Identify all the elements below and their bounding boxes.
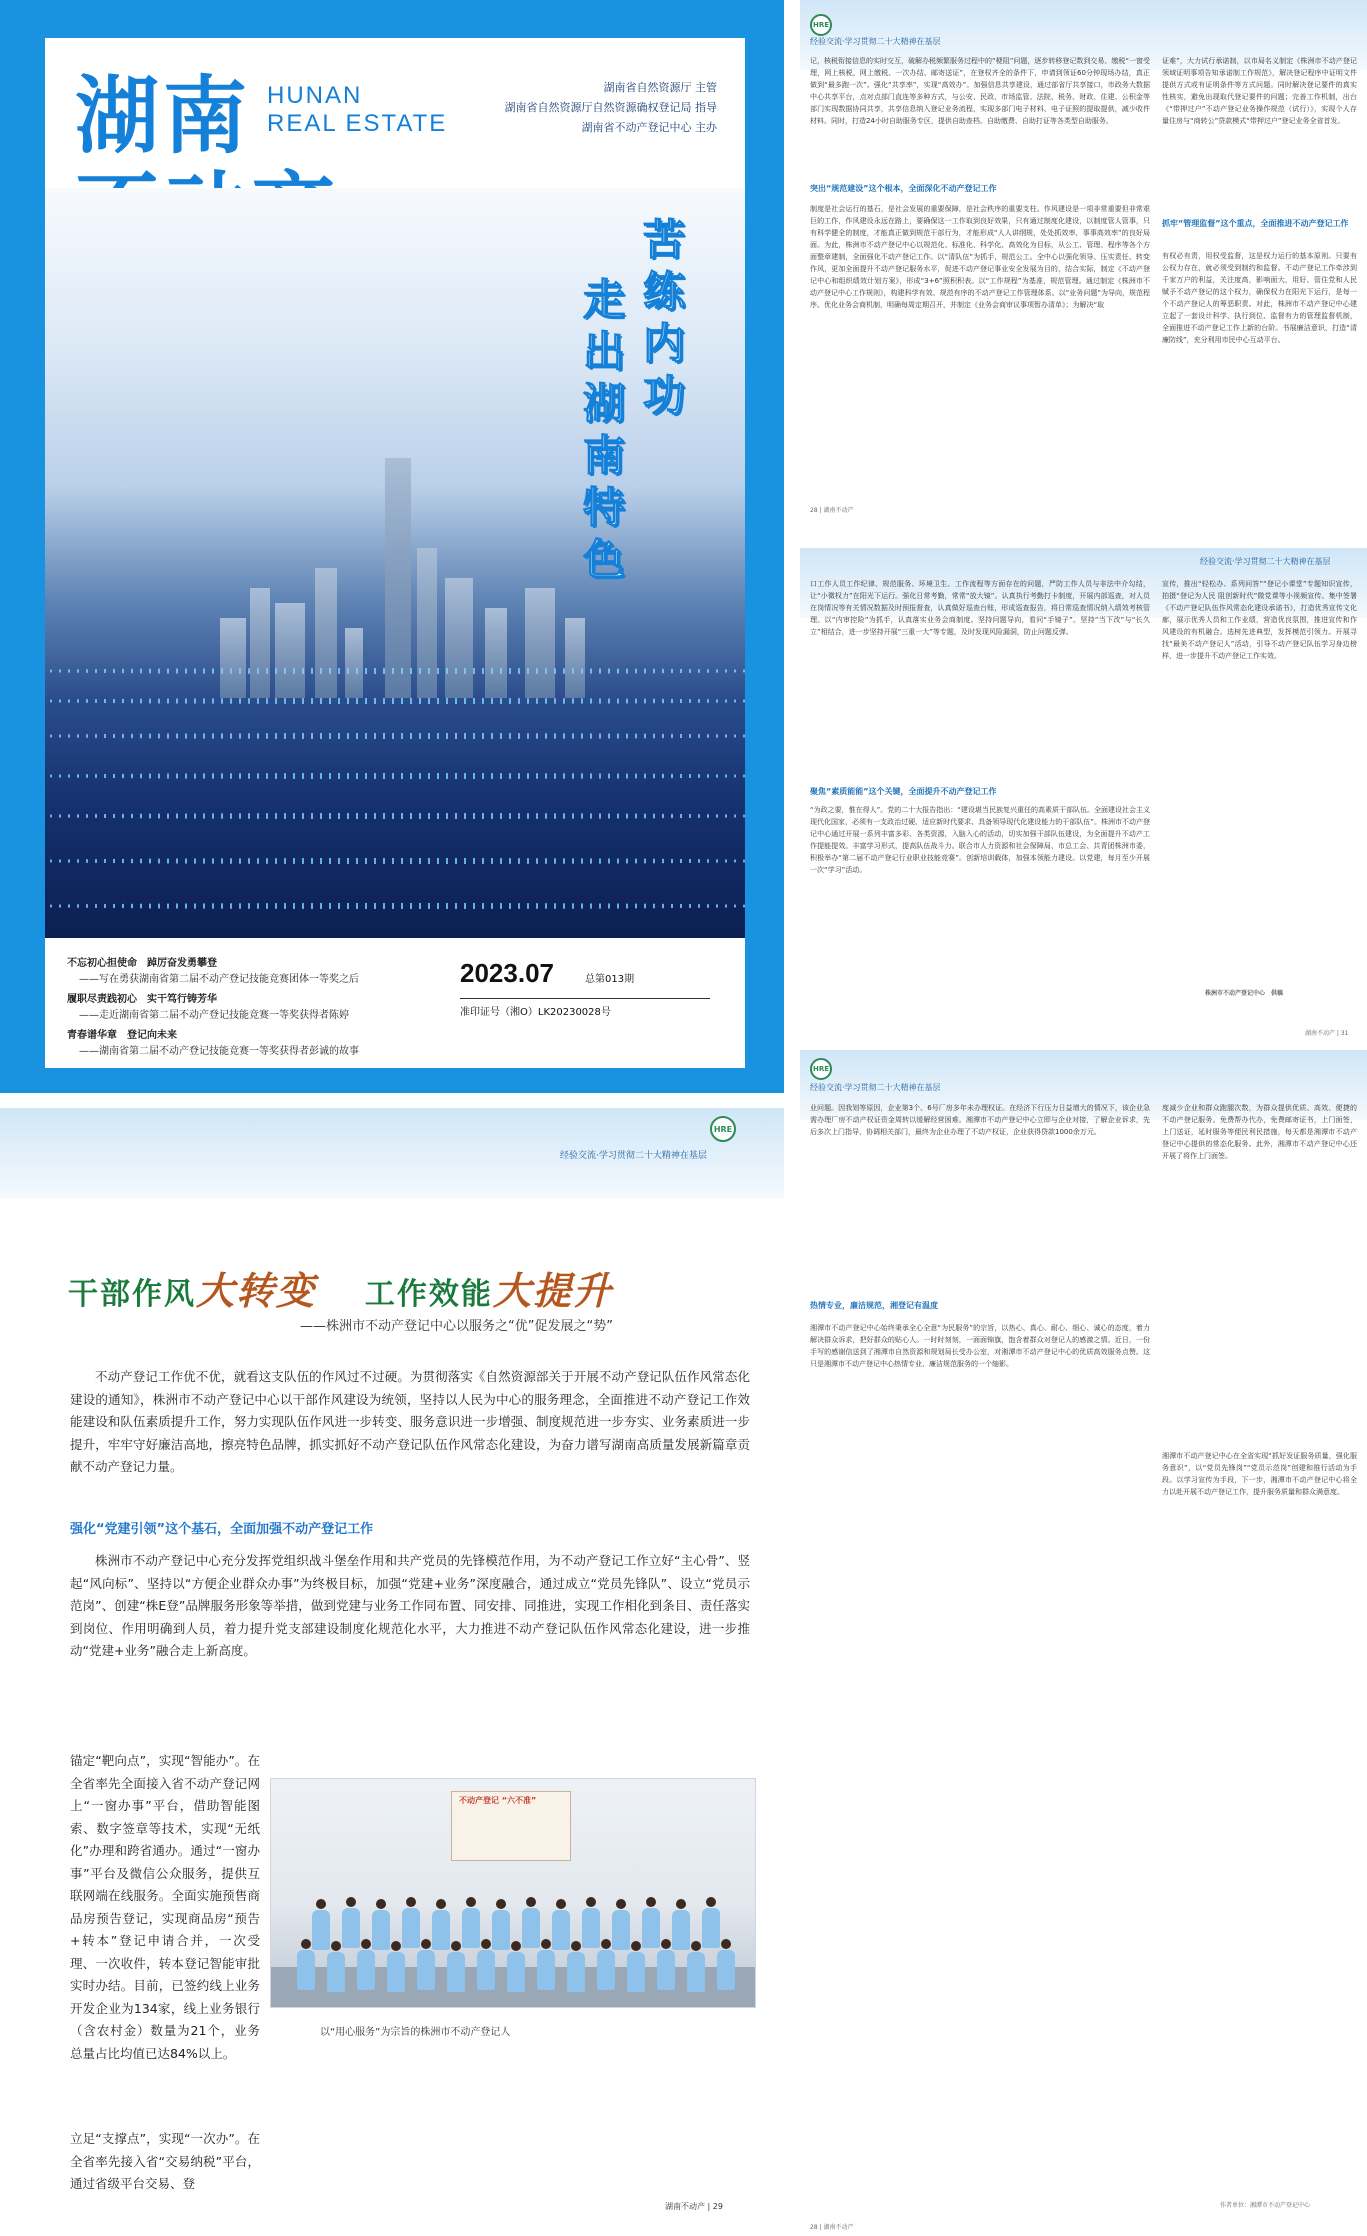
page-number: 湖南不动产 | 29 xyxy=(665,2202,723,2211)
cover-issue: 总第013期 xyxy=(585,974,635,985)
hre-logo-icon: HRE xyxy=(810,1058,832,1080)
article-body-column: 锚定“靶向点”，实现“智能办”。在全省率先全面接入省不动产登记网上“一窗办事”平台，借助智能图索、数字签章等技术，实现“无纸化”办理和跨省通办。通过“一窗办事”平台及微信公众服务，提供互联网端在线服务。全面实施预售商品房预告登记，实现商品房“预告+转本”登记申请合并，一次受理、一次收件，转本登记智能审批实时办结。目前，已签约线上业务开发企业为134家，线上业务银行（含农村金）数量为21个，业务总量占比均值已达84%以上。 xyxy=(70,1753,260,2061)
article-title: 干部作风大转变 工作效能大提升 xyxy=(68,1268,613,1313)
section-heading: 强化“党建引领”这个基石，全面加强不动产登记工作 xyxy=(70,1522,374,1537)
article-body-column-2: 立足“支撑点”，实现“一次办”。在全省率先接入省“交易纳税”平台，通过省级平台交易、登 xyxy=(70,2131,260,2191)
cover-registration: 准印证号（湘O）LK20230028号 xyxy=(460,998,710,1018)
cover-organizations: 湖南省自然资源厅 主管 湖南省自然资源厅自然资源确权登记局 指导 湖南省不动产登记中心 主办 xyxy=(504,81,717,134)
cover-inner: 湖南 HUNAN REAL ESTATE 湖南省自然资源厅 主管 湖南省自然资源厅自然资源确权登记局 指导 湖南省不动产登记中心 主办 走 出 湖 南 特 色 苦 练 内 功 不忘初心担使命 踔厉奋发勇攀登 ——写在勇获湖南省第二届不动产登记技能竞赛团体一等奖之后 履职尽责践初心 实干笃行铸芳华 ——走近湖南省第二届不动产登记技能竞赛一等奖获得者陈婷 青春谱华章 登记向未来 ——湖南省第二届不动产登记技能竞赛一等奖获得者彭诚的故事 2023.07 总第013期 准印证号（湘O）LK20230028号 xyxy=(45,38,745,1068)
cover-title-english: HUNAN REAL ESTATE xyxy=(267,82,448,137)
page-top-right: HRE 经验交流·学习贯彻二十大精神在基层 记，核税衔接信息的实时交互，破解办税频繁服务过程中的“梗阻”问题，逐步转移登记数到交易、缴税“一窗受理，网上核税，网上缴税、一次办结、邮寄送证”，在登权齐全的条件下，申请到领证60分钟现场办结，真正做到“最多跑一次”。强化“共享率”，实现“高效办”。加强信息共享建设，通过部省厅共享接口，市政务大数据中心共享平台，点对点部门直连等多种方式，与公安、民政、市场监管、法院、税务、财政、住建、公积金等部门实现数据协同共享，共享信息纳入登记业务流程，实现多部门电子材料、电子证照的提取提供，减少收件材料。同时，打造24小时自助服务专区，提供自助查档、自助缴费、自助打证等各类型自助服务。 突出“规范建设”这个根本，全面深化不动产登记工作 制度是社会运行的基石，是社会发展的重要保障，是社会秩序的重要支柱。作风建设是一项非常重要但非常艰巨的工作，作风建设永远在路上，要确保这一工作取到良好效果，只有通过制度化建设，以制度管人管事，只有科学健全的制度，才能真正做到规范干部行为，才能形成“人人讲纲规，处处抓效率，事事高效率”的良好局面。为此，株洲市不动产登记中心以规范化、标准化、科学化、高效化为目标，从公工、管理、程序等各个方面整章建制，全面强化不动产登记工作。以“清队伍”为抓手，规范公工。全中心以强化领导、压实责任、转变作风，更加全面提升不动产登记服务水平，促进不动产登记事业安全发展为目的，结合实际，制定《不动产登记中心和组织绩效计划方案》，形成“3+6”照积积表。以“工作规程”为基准，规范管理。通过制定《株洲市不动产登记中心工作规则》，构建科学有效、规范有序的不动产登记工作管理体系。以“业务问题”为导向，规范程序。优化业务会商机制，明确每周定期召开，并制定《业务会商审议事项暂办清单》；为解决“取 证难”，大力试行承诺制，以市局名义制定《株洲市不动产登记领域证明事项告知承诺制工作规范》，解决登记程序中证明文件提供方式或有证明条件等方式问题。同时解决登记要件的真实性核实，避免出现取代登记要件的问题；完善工作机制，出台《“带押过户”不动产登记业务操作规范（试行）》，实现个人存量住房与“商转公”贷款模式“带押过户”登记业务全省首发。 抓牢“管理监督”这个重点，全面推进不动产登记工作 有权必有责，用权受监督，这是权力运行的基本原则。只要有公权力存在，就必须受到制约和监督。不动产登记工作牵涉到千家万户的利益，关注度高，影响面大，用好、管住党和人民赋予不动产登记的这个权力，确保权力在阳光下运行，是每一个不动产登记人的筹恶职责。对此，株洲市不动产登记中心建立起了一套设计科学、执行到位、监督有力的管理监督机制，全面推进不动产登记工作上新的台阶。书展廉洁意识，打造“清廉防线”，充分利用市民中心互动平台。 28 | 湖南不动产 xyxy=(800,0,1367,540)
hre-logo-icon: HRE xyxy=(810,14,832,36)
page-bottom-right: HRE 经验交流·学习贯彻二十大精神在基层 业问题。因我划等原因，企业第3个、6号厂房多年未办理权证。在经济下行压力日益增大的情况下，该企业急需办理厂房不动产权证资金周转以缓解经营困难。湘潭市不动产登记中心立即与企业对接，了解企业诉求，先后多次上门指导，协调相关部门，最终为企业办理了不动产权证，企业获得贷款1000余万元。 热情专业，廉洁规范，湘登记有温度 湘潭市不动产登记中心始终秉承全心全意“为民服务”的宗旨，以热心、真心、耐心、细心、诚心的态度，着力解决群众诉求，把好群众的贴心人。一时时刻刻，一面面锦旗，饱含着群众对登记人的感激之情。近日，一份手写的感谢信送到了湘潭市自然资源和规划局长受办公室，对湘潭市不动产登记中心的优质高效服务点赞。这只是湘潭市不动产登记中心热情专业、廉洁规范服务的一个缩影。 度减少企业和群众跑腿次数，为群众提供优质、高效、便捷的不动产登记服务。免费帮办代办，免费邮寄证书，上门面签，上门送证，延时服务等便民利民措施，每天都是湘潭市不动产登记中心提供的常态化服务。此外，湘潭市不动产登记中心还开展了将作上门面签。 湘潭市不动产登记中心在全省实现“抓好发证服务质量，强化服务意识”，以“党员先锋岗”“党员示范岗”创建和推行活动为手段。以学习宣传为手段，下一步，湘潭市不动产登记中心将全力以赴开展不动产登记工作，提升服务质量和群众满意度。 作者单位：湘潭市不动产登记中心 28 | 湖南不动产 xyxy=(800,1050,1367,2236)
photo-caption: 以“用心服务”为宗旨的株洲市不动产登记人 xyxy=(320,2027,511,2038)
article-page: HRE 经验交流·学习贯彻二十大精神在基层 干部作风大转变 工作效能大提升 ——株洲市不动产登记中心以服务之“优”促发展之“势” 不动产登记工作优不优，就看这支队伍的作风过不过硬。为贯彻落实《自然资源部关于开展不动产登记队伍作风常态化建设的通知》，株洲市不动产登记中心以干部作风建设为统领，坚持以人民为中心的服务理念，全面推进不动产登记工作效能建设和队伍素质提升工作，努力实现队伍作风进一步转变、服务意识进一步增强、制度规范进一步夯实、业务素质进一步提升，牢牢守好廉洁高地，擦亮特色品牌，抓实抓好不动产登记队伍作风常态化建设，为奋力谱写湖南高质量发展新篇章贡献不动产登记力量。 强化“党建引领”这个基石，全面加强不动产登记工作 株洲市不动产登记中心充分发挥党组织战斗堡垒作用和共产党员的先锋模范作用，为不动产登记工作立好“主心骨”、竖起“风向标”、坚持以“方便企业群众办事”为终极目标，加强“党建+业务”深度融合，通过成立“党员先锋队”、设立“党员示范岗”、创建“株E登”品牌服务形象等举措，做到党建与业务工作同布置、同安排、同推进，实现工作相化到条目、责任落实到岗位、作用明确到人员，着力提升党支部建设制度化规范化水平，大力推进不动产登记队伍作风常态化建设，进一步推动“党建+业务”融合走上新高度。 锚定“靶向点”，实现“智能办”。在全省率先全面接入省不动产登记网上“一窗办事”平台，借助智能图索、数字签章等技术，实现“无纸化”办理和跨省通办。通过“一窗办事”平台及微信公众服务，提供互联网端在线服务。全面实施预售商品房预告登记，实现商品房“预告+转本”登记申请合并，一次受理、一次收件，转本登记智能审批实时办结。目前，已签约线上业务开发企业为134家，线上业务银行（含农村金）数量为21个，业务总量占比均值已达84%以上。 立足“支撑点”，实现“一次办”。在全省率先接入省“交易纳税”平台，通过省级平台交易、登 不动产登记 “六不准” 以“用心服务”为宗旨的株洲市不动产登记人 湖南不动产 | 29 xyxy=(0,1108,784,2236)
cover-date: 2023.07 xyxy=(460,958,554,988)
magazine-cover xyxy=(0,0,784,1093)
hre-logo-icon: HRE xyxy=(710,1116,736,1142)
cover-footer: 不忘初心担使命 踔厉奋发勇攀登 ——写在勇获湖南省第二届不动产登记技能竞赛团体一等奖之后 履职尽责践初心 实干笃行铸芳华 ——走近湖南省第二届不动产登记技能竞赛一等奖获得者陈婷 青春谱华章 登记向未来 ——湖南省第二届不动产登记技能竞赛一等奖获得者彭诚的故事 2023.07 总第013期 准印证号（湘O）LK20230028号 xyxy=(45,938,745,1068)
team-photo xyxy=(270,1778,756,2008)
article-subtitle: ——株洲市不动产登记中心以服务之“优”促发展之“势” xyxy=(300,1319,613,1334)
article-intro: 不动产登记工作优不优，就看这支队伍的作风过不过硬。为贯彻落实《自然资源部关于开展不动产登记队伍作风常态化建设的通知》，株洲市不动产登记中心以干部作风建设为统领，坚持以人民为中心的服务理念，全面推进不动产登记工作效能建设和队伍素质提升工作，努力实现队伍作风进一步转变、服务意识进一步增强、制度规范进一步夯实、业务素质进一步提升，牢牢守好廉洁高地，擦亮特色品牌，抓实抓好不动产登记队伍作风常态化建设，为奋力谱写湖南高质量发展新篇章贡献不动产登记力量。 xyxy=(70,1369,750,1474)
article-body: 株洲市不动产登记中心充分发挥党组织战斗堡垒作用和共产党员的先锋模范作用，为不动产登记工作立好“主心骨”、竖起“风向标”、坚持以“方便企业群众办事”为终极目标，加强“党建+业务”深度融合，通过成立“党员先锋队”、设立“党员示范岗”、创建“株E登”品牌服务形象等举措，做到党建与业务工作同布置、同安排、同推进，实现工作相化到条目、责任落实到岗位、作用明确到人员，着力提升党支部建设制度化规范化水平，大力推进不动产登记队伍作风常态化建设，进一步推动“党建+业务”融合走上新高度。 xyxy=(70,1553,750,1658)
photo-banner: 不动产登记 “六不准” xyxy=(459,1796,537,1805)
page-middle-right: 经验交流·学习贯彻二十大精神在基层 口工作人员工作纪律、规范服务、环境卫生、工作流程等方面存在的问题，严防工作人员与非法中介勾结，让“小微权力”在阳光下运行。强化日常考勤，常常“放大镜”。认真执行考勤打卡制度，开展内部巡查，对人员在岗情况等有关情况数据及时预报督查，认真做好巡查台账，形成巡查报告，将日常巡查情况纳入绩效考核管理。以“内审控险”为抓手，认真落实业务会商制度。坚持问题导向，看问“手镜子”。坚持“当下改”与“长久立”相结合，进一步坚持开展“三重一大”等专题，及时发现风险漏洞，防止问题反弹。 聚焦“素质能能”这个关键，全面提升不动产登记工作 “为政之要，惟在得人”。党的二十大报告指出：“建设堪当民族复兴重任的高素质干部队伍。全面建设社会主义现代化国家，必须有一支政治过硬、适应新时代要求、具备领导现代化建设能力的干部队伍”。株洲市不动产登记中心通过开展一系列丰富多彩、各类资源，入脑入心的活动，切实加强干部队伍建设，为全面提升不动产工作提能提效。丰富学习形式，提高队伍战斗力。联合市人力资源和社会保障局、市总工会、共青团株洲市委，积极举办“第二届不动产登记行业职业技能竞赛”。创新培训载体，加强本领能力建设。以党建，每月至少开展一次“学习”活动。 宣传，推出“轻松办、系列问答”“登记小课堂”专题知识宣传，拍摄“登记为人民 阻创新时代”微党课等小视频宣传。集中签署《不动产登记队伍作风常态化建设承诺书》，打造优秀宣传文化廊，展示优秀人员和工作业绩，营造优良氛围，推进宣传和作风建设的有机融合。选树先进典型，发挥模范引领力。开展寻找“最美不动产登记人”活动，引导不动产登记队伍学习身边榜样，进一步提升不动产登记工作实效。 株洲市不动产登记中心 供稿 湖南不动产 | 31 xyxy=(800,548,1367,1050)
cover-title: 湖南 xyxy=(75,67,252,165)
